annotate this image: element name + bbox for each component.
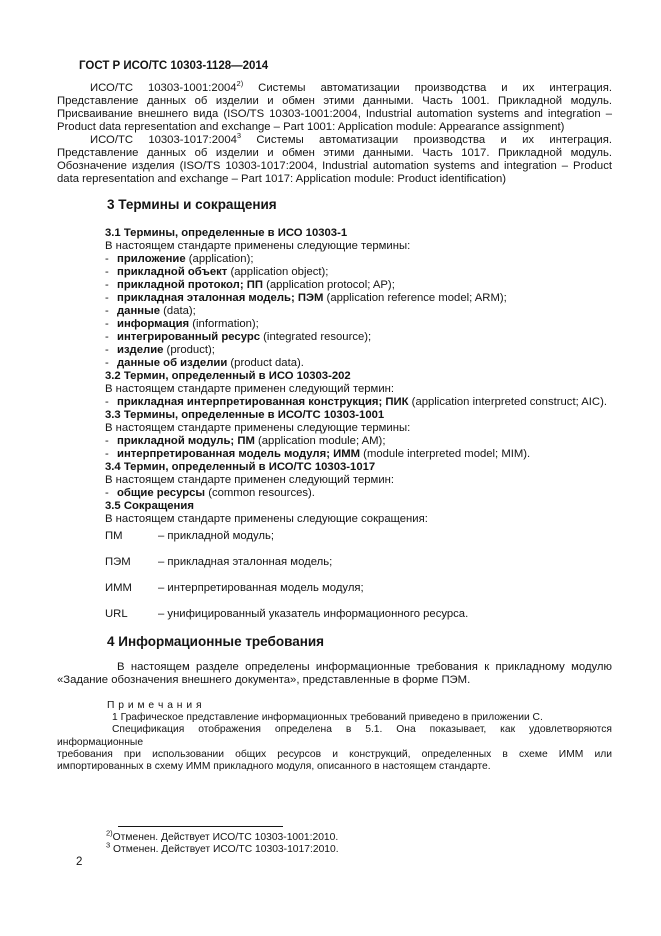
term-list-item: - интерпретированная модель модуля; ИММ (module interpreted model; MIM). bbox=[105, 448, 531, 460]
notes-label: П р и м е ч а н и я bbox=[107, 700, 203, 711]
list-dash: - bbox=[105, 357, 109, 369]
reference-text: Системы автоматизации производства и их интеграция. bbox=[258, 82, 612, 94]
footnote-separator bbox=[118, 826, 283, 827]
reference-line: Product data representation and exchange – Part 1001: Application module: Appearance assignment) bbox=[57, 121, 565, 133]
note-1: 1 Графическое представление информационных требований приведено в приложении С. bbox=[112, 712, 543, 724]
footnote-1: $^{2)}$Отменен. Действует ИСО/ТС 10303-1001:2010. bbox=[106, 828, 339, 843]
footnote-marker: 2) bbox=[236, 79, 244, 89]
subsection-intro: В настоящем стандарте применены следующие термины: bbox=[105, 422, 411, 434]
note-line: требования при использовании общих ресурсов и конструкций, определенных в схеме ИММ или bbox=[57, 748, 612, 760]
abbreviation-row bbox=[105, 608, 612, 621]
term-list-item: - приложение (application); bbox=[105, 253, 254, 265]
list-dash: - bbox=[105, 253, 109, 265]
list-dash: - bbox=[105, 448, 109, 460]
list-dash: - bbox=[105, 279, 109, 291]
term-list-item: - прикладной модуль; ПМ (application module; AM); bbox=[105, 435, 386, 447]
reference-line: Представление данных об изделии и обмен этими данными. Часть 1001. Прикладной модуль. bbox=[57, 95, 612, 107]
subsection-intro: В настоящем стандарте применены следующие термины: bbox=[105, 240, 411, 252]
abbreviation-list bbox=[105, 530, 612, 621]
footnotes-block bbox=[57, 826, 339, 856]
abbreviation: URL bbox=[105, 608, 128, 620]
section-4-paragraph bbox=[57, 661, 612, 687]
running-header: ГОСТ Р ИСО/ТС 10303-1128—2014 bbox=[79, 60, 269, 72]
subsection-3-1-title: 3.1 Термины, определенные в ИСО 10303-1 bbox=[105, 227, 348, 239]
term-list-item: - общие ресурсы (common resources). bbox=[105, 487, 315, 499]
subsection-3-2-title: 3.2 Термин, определенный в ИСО 10303-202 bbox=[105, 370, 351, 382]
abbreviation-row bbox=[105, 530, 612, 543]
abbreviation: ПМ bbox=[105, 530, 123, 542]
abbreviation: ИММ bbox=[105, 582, 132, 594]
note-2 bbox=[57, 724, 612, 773]
note-line: импортированных в схему ИММ прикладного модуля, описанного в настоящем стандарте. bbox=[57, 761, 491, 773]
abbreviation: ПЭМ bbox=[105, 556, 131, 568]
abbreviation-row bbox=[105, 582, 612, 595]
abbreviation-definition: – прикладной модуль; bbox=[158, 530, 275, 542]
abbreviation-definition: – прикладная эталонная модель; bbox=[158, 556, 333, 568]
list-dash: - bbox=[105, 318, 109, 330]
page-number: 2 bbox=[76, 856, 83, 868]
footnote-marker: 3 bbox=[106, 840, 111, 850]
reference-line: Присваивание внешнего вида (ISO/TS 10303-1001:2004, Industrial automation systems and integration – bbox=[57, 108, 612, 120]
reference-line bbox=[57, 79, 612, 95]
abbreviation-definition: – интерпретированная модель модуля; bbox=[158, 582, 364, 594]
reference-line: Представление данных об изделии и обмен этими данными. Часть 1017. Прикладной модуль. bbox=[57, 147, 612, 159]
list-dash: - bbox=[105, 487, 109, 499]
paragraph-line: В настоящем разделе определены информационные требования к прикладному модулю bbox=[117, 661, 612, 673]
subsection-3-5-title: 3.5 Сокращения bbox=[105, 500, 194, 512]
reference-line: data representation and exchange – Part 1017: Application module: Product identification) bbox=[57, 173, 507, 185]
list-dash: - bbox=[105, 396, 109, 408]
term-list-item: - данные об изделии (product data). bbox=[105, 357, 304, 369]
list-dash: - bbox=[105, 344, 109, 356]
abbreviation-row bbox=[105, 556, 612, 569]
subsection-3-3-title: 3.3 Термины, определенные в ИСО/ТС 10303-1001 bbox=[105, 409, 385, 421]
paragraph-line: «Задание обозначения внешнего документа», представленные в форме ПЭМ. bbox=[57, 674, 471, 686]
term-list-item: - данные (data); bbox=[105, 305, 196, 317]
list-dash: - bbox=[105, 331, 109, 343]
subsection-intro: В настоящем стандарте применены следующие сокращения: bbox=[105, 513, 428, 525]
list-dash: - bbox=[105, 292, 109, 304]
section-4-heading: 4 Информационные требования bbox=[107, 634, 325, 649]
abbreviation-definition: – унифицированный указатель информационного ресурса. bbox=[158, 608, 469, 620]
term-list-item: - прикладной объект (application object); bbox=[105, 266, 329, 278]
note-line: Спецификация отображения определена в 5.1. Она показывает, как удовлетворяются информационные bbox=[57, 724, 612, 748]
reference-line: Обозначение изделия (ISO/TS 10303-1017:2004, Industrial automation systems and integration – Product bbox=[57, 160, 612, 172]
term-list-item: - информация (information); bbox=[105, 318, 259, 330]
footnote-marker: 3 bbox=[236, 131, 242, 141]
standard-code: ИСО/ТС 10303-1001:2004 bbox=[90, 82, 237, 94]
reference-text: Системы автоматизации производства и их интеграция. bbox=[256, 134, 612, 146]
notes-block bbox=[57, 700, 612, 773]
term-list-item: - интегрированный ресурс (integrated resource); bbox=[105, 331, 372, 343]
term-list-item: - прикладная эталонная модель; ПЭМ (application reference model; ARM); bbox=[105, 292, 507, 304]
subsection-intro: В настоящем стандарте применен следующий термин: bbox=[105, 383, 395, 395]
term-list-item: - прикладной протокол; ПП (application protocol; AP); bbox=[105, 279, 395, 291]
reference-paragraph-1017 bbox=[57, 131, 612, 186]
standard-code: ИСО/ТС 10303-1017:2004 bbox=[90, 134, 237, 146]
list-dash: - bbox=[105, 266, 109, 278]
section-3-content bbox=[105, 227, 612, 621]
reference-line bbox=[57, 131, 612, 147]
section-3-heading: 3 Термины и сокращения bbox=[107, 197, 277, 212]
footnote-2: $^3$ Отменен. Действует ИСО/ТС 10303-1017:2010. bbox=[106, 840, 339, 855]
reference-paragraph-1001 bbox=[57, 79, 612, 134]
term-list-item: - изделие (product); bbox=[105, 344, 215, 356]
list-dash: - bbox=[105, 305, 109, 317]
list-dash: - bbox=[105, 435, 109, 447]
subsection-3-4-title: 3.4 Термин, определенный в ИСО/ТС 10303-1017 bbox=[105, 461, 376, 473]
footnote-marker: 2) bbox=[106, 828, 113, 838]
subsection-intro: В настоящем стандарте применен следующий термин: bbox=[105, 474, 395, 486]
term-list-item: - прикладная интерпретированная конструкция; ПИК (application interpreted construct; AIC). bbox=[105, 396, 607, 408]
